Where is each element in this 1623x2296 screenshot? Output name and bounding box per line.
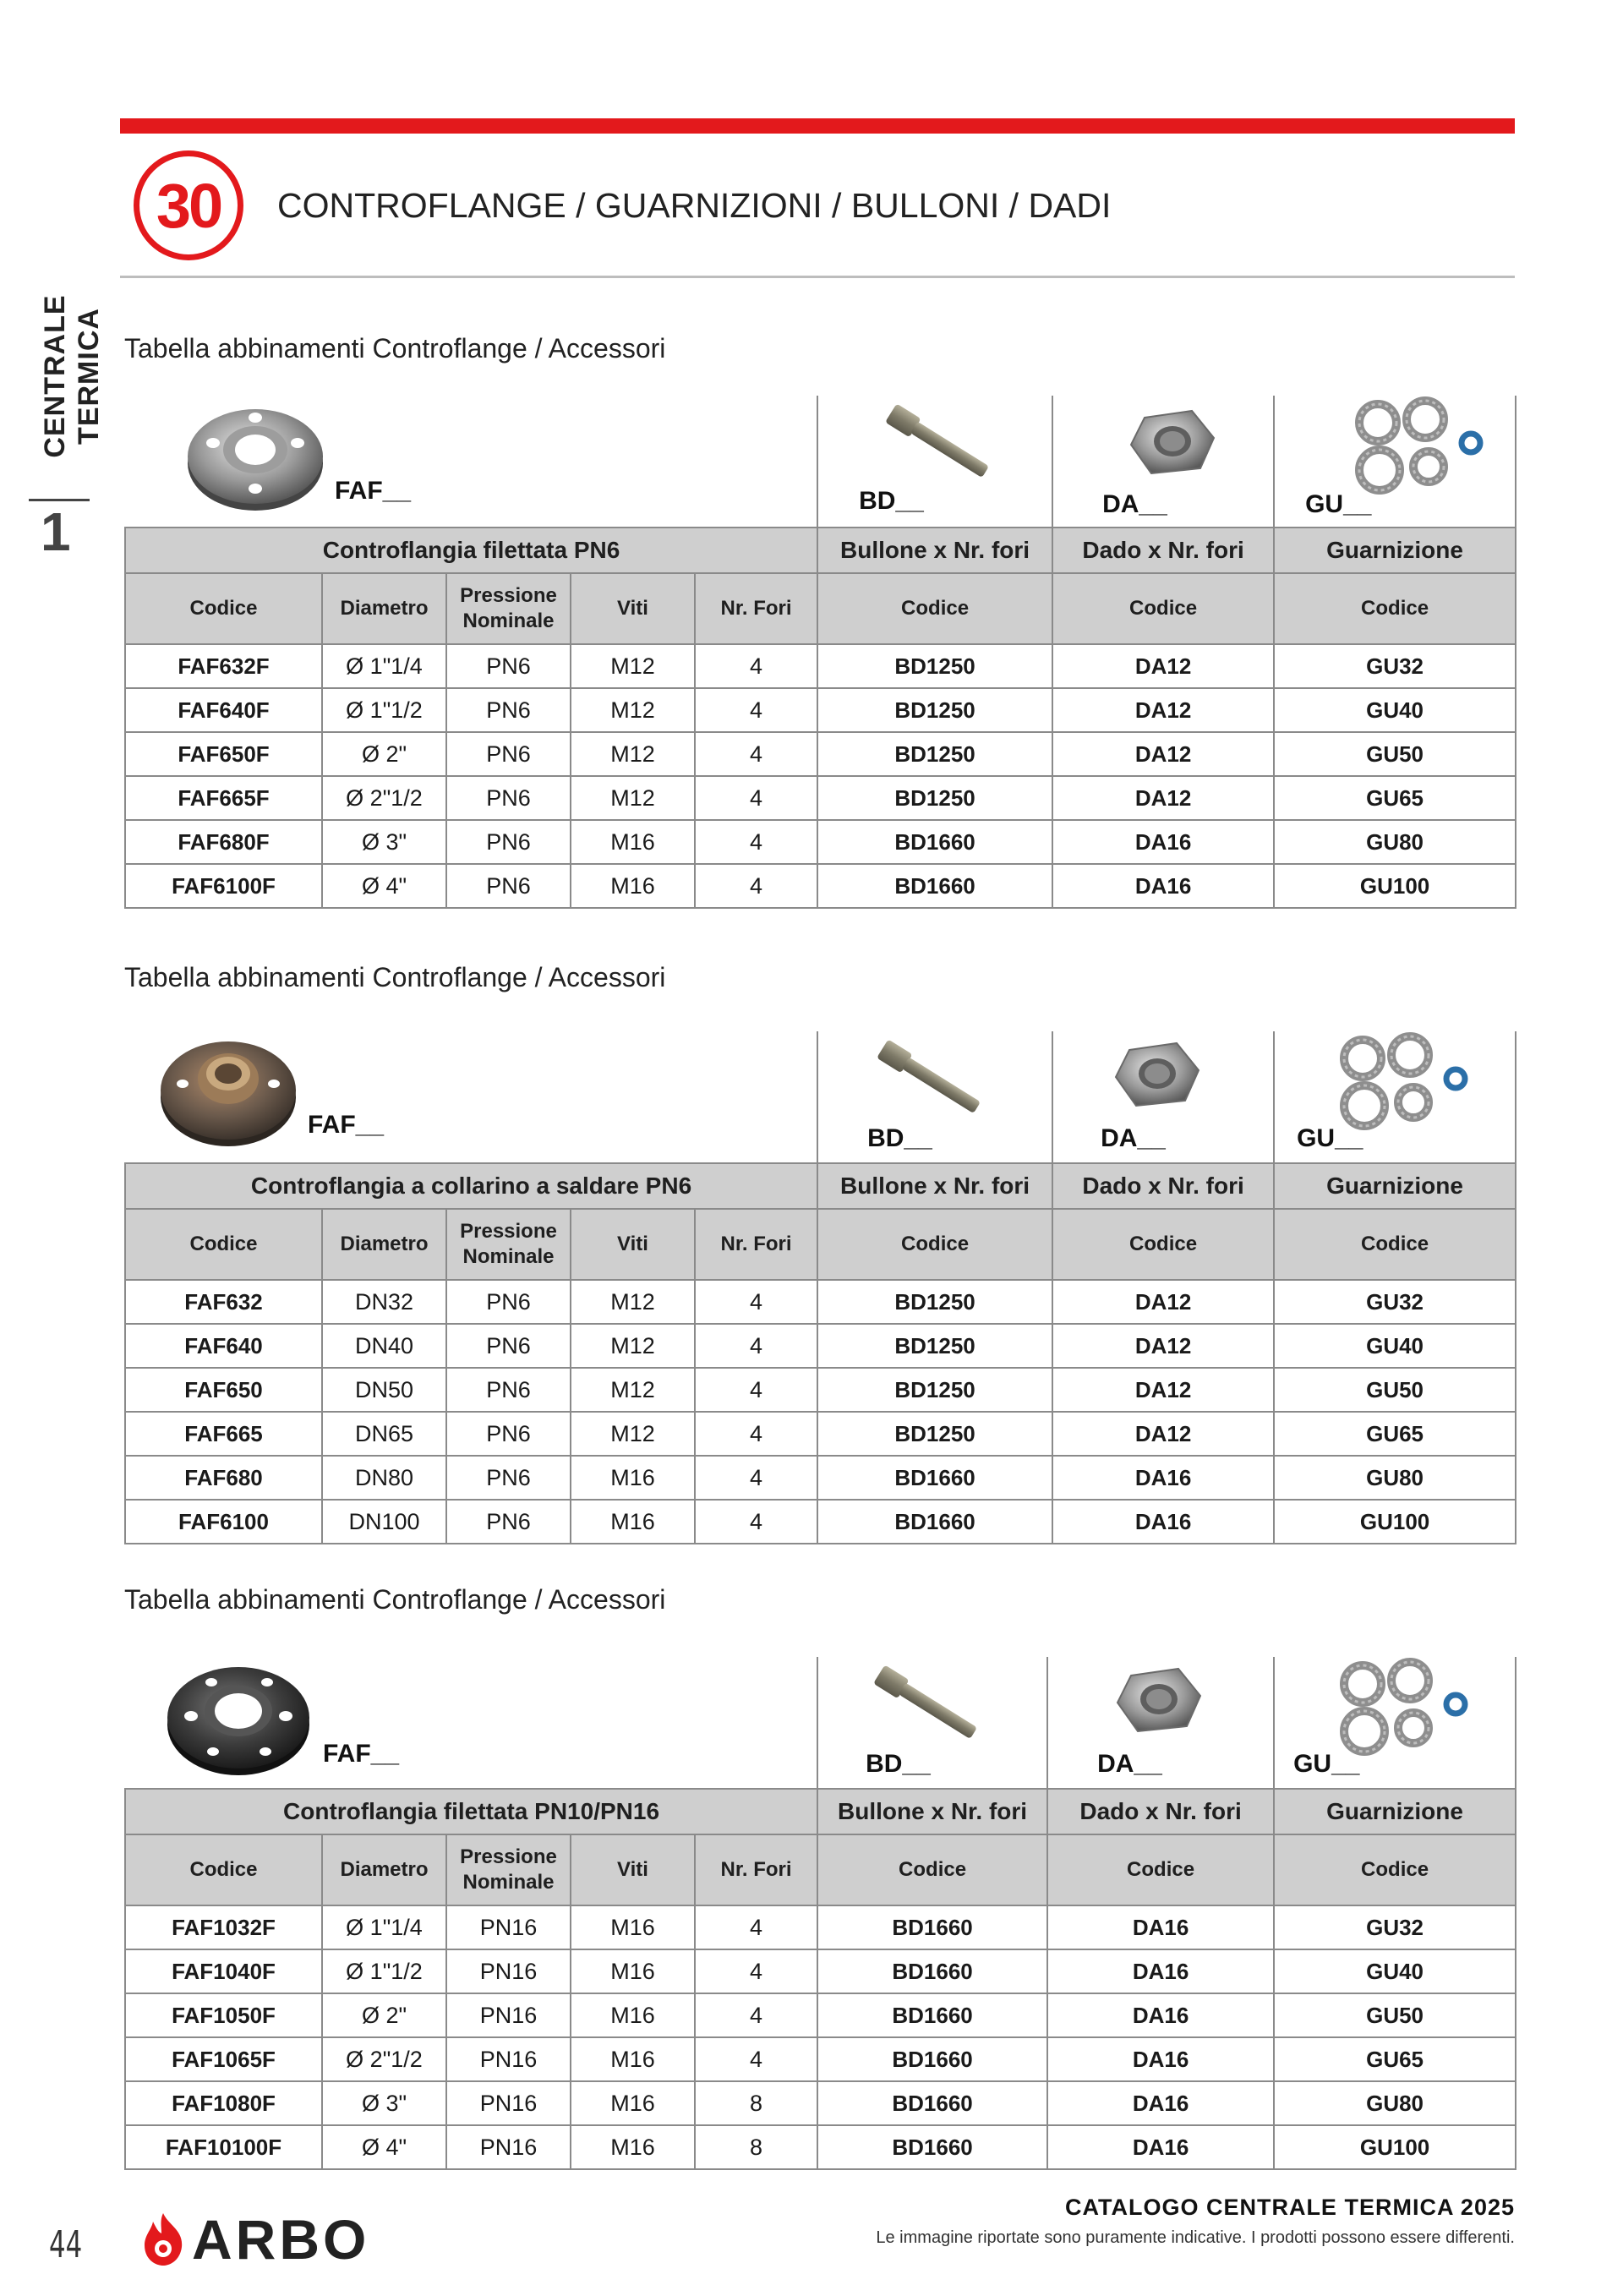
cell-fori: 4: [695, 1456, 817, 1500]
cell-pressione: PN16: [446, 1949, 571, 1993]
page-title: CONTROFLANGE / GUARNIZIONI / BULLONI / DADI: [277, 186, 1112, 225]
cell-codice: FAF650: [125, 1368, 322, 1412]
cell-viti: M16: [571, 2037, 695, 2081]
cell-codice: FAF665F: [125, 776, 322, 820]
flange-image: [162, 1657, 314, 1780]
section-badge-number: 30: [156, 170, 221, 241]
cell-da: DA12: [1052, 776, 1274, 820]
cell-fori: 4: [695, 688, 817, 732]
brand-name: ARBO: [192, 2208, 370, 2271]
cell-fori: 4: [695, 2037, 817, 2081]
sidebar-label: CENTRALE TERMICA: [39, 294, 105, 458]
flange-image: [183, 399, 328, 516]
cell-diametro: Ø 2"1/2: [322, 776, 446, 820]
sidebar-section-tab: [34, 190, 105, 571]
cell-viti: M16: [571, 1500, 695, 1544]
section-header-row: [125, 528, 1516, 573]
col-gu-codice: Codice: [1274, 573, 1516, 644]
gasket-image: [1327, 1031, 1496, 1133]
cell-diametro: DN40: [322, 1324, 446, 1368]
cell-pressione: PN16: [446, 1905, 571, 1949]
gasket-header: Guarnizione: [1274, 1163, 1516, 1209]
cell-codice: FAF1080F: [125, 2081, 322, 2125]
cell-diametro: Ø 1"1/2: [322, 688, 446, 732]
cell-fori: 4: [695, 1993, 817, 2037]
cell-pressione: PN6: [446, 1500, 571, 1544]
cell-viti: M12: [571, 1324, 695, 1368]
table-row: [125, 1905, 1516, 1949]
cell-viti: M12: [571, 644, 695, 688]
col-gu-codice: Codice: [1274, 1209, 1516, 1280]
cell-pressione: PN6: [446, 1412, 571, 1456]
cell-bd: BD1660: [817, 1949, 1047, 1993]
cell-viti: M12: [571, 776, 695, 820]
table-row: [125, 688, 1516, 732]
nut-header: Dado x Nr. fori: [1047, 1789, 1274, 1834]
table-row: [125, 2081, 1516, 2125]
cell-bd: BD1250: [817, 1324, 1052, 1368]
cell-diametro: Ø 4": [322, 2125, 446, 2169]
bolt-code-label: BD__: [866, 1750, 931, 1778]
cell-pressione: PN6: [446, 1368, 571, 1412]
gasket-code-label: GU__: [1297, 1124, 1363, 1152]
cell-fori: 4: [695, 732, 817, 776]
cell-fori: 8: [695, 2081, 817, 2125]
cell-codice: FAF680: [125, 1456, 322, 1500]
cell-diametro: Ø 3": [322, 820, 446, 864]
cell-pressione: PN16: [446, 2037, 571, 2081]
pairing-table-3: [124, 1657, 1516, 2170]
nut-header: Dado x Nr. fori: [1052, 1163, 1274, 1209]
table-row: [125, 1949, 1516, 1993]
cell-gu: GU100: [1274, 1500, 1516, 1544]
nut-code-label: DA__: [1102, 490, 1167, 518]
cell-gu: GU80: [1274, 1456, 1516, 1500]
table-row: [125, 644, 1516, 688]
cell-gu: GU65: [1274, 1412, 1516, 1456]
cell-fori: 4: [695, 1500, 817, 1544]
cell-bd: BD1250: [817, 644, 1052, 688]
table-row: [125, 2125, 1516, 2169]
cell-pressione: PN6: [446, 864, 571, 908]
image-row: [125, 396, 1516, 528]
table-row: [125, 1500, 1516, 1544]
cell-pressione: PN6: [446, 732, 571, 776]
cell-codice: FAF632F: [125, 644, 322, 688]
cell-viti: M16: [571, 2081, 695, 2125]
nut-header: Dado x Nr. fori: [1052, 528, 1274, 573]
cell-fori: 4: [695, 1949, 817, 1993]
cell-da: DA12: [1052, 1368, 1274, 1412]
bolt-header: Bullone x Nr. fori: [817, 1789, 1047, 1834]
col-pressione: Pressione Nominale: [446, 1834, 571, 1905]
cell-bd: BD1660: [817, 2037, 1047, 2081]
col-viti: Viti: [571, 573, 695, 644]
flange-code-label: FAF__: [308, 1111, 385, 1139]
gasket-code-label: GU__: [1293, 1750, 1360, 1778]
top-accent-bar: [120, 118, 1515, 134]
cell-da: DA16: [1052, 1500, 1274, 1544]
bolt-code-label: BD__: [867, 1124, 932, 1152]
cell-pressione: PN6: [446, 776, 571, 820]
cell-diametro: DN50: [322, 1368, 446, 1412]
catalog-title: CATALOGO CENTRALE TERMICA 2025: [1064, 2195, 1515, 2220]
cell-codice: FAF1040F: [125, 1949, 322, 1993]
cell-pressione: PN6: [446, 644, 571, 688]
table-row: [125, 1993, 1516, 2037]
cell-gu: GU50: [1274, 1368, 1516, 1412]
gasket-header: Guarnizione: [1274, 528, 1516, 573]
cell-codice: FAF650F: [125, 732, 322, 776]
product-title: Controflangia filettata PN10/PN16: [125, 1789, 817, 1834]
cell-da: DA16: [1052, 820, 1274, 864]
title-divider: [120, 276, 1515, 278]
cell-fori: 4: [695, 820, 817, 864]
cell-diametro: Ø 4": [322, 864, 446, 908]
table-caption: Tabella abbinamenti Controflange / Accessori: [124, 333, 666, 364]
gasket-image: [1327, 1657, 1496, 1758]
cell-gu: GU80: [1274, 2081, 1516, 2125]
cell-bd: BD1250: [817, 1280, 1052, 1324]
cell-codice: FAF640F: [125, 688, 322, 732]
cell-bd: BD1250: [817, 688, 1052, 732]
cell-bd: BD1250: [817, 1412, 1052, 1456]
cell-bd: BD1660: [817, 820, 1052, 864]
col-viti: Viti: [571, 1209, 695, 1280]
gasket-image: [1342, 396, 1511, 497]
col-gu-codice: Codice: [1274, 1834, 1516, 1905]
table-row: [125, 2037, 1516, 2081]
bolt-header: Bullone x Nr. fori: [817, 1163, 1052, 1209]
cell-bd: BD1250: [817, 776, 1052, 820]
cell-da: DA16: [1047, 2125, 1274, 2169]
cell-gu: GU40: [1274, 688, 1516, 732]
col-fori: Nr. Fori: [695, 1209, 817, 1280]
nut-image: [1126, 402, 1219, 478]
cell-bd: BD1250: [817, 1368, 1052, 1412]
cell-pressione: PN6: [446, 1324, 571, 1368]
cell-bd: BD1660: [817, 1456, 1052, 1500]
section-badge: [134, 150, 243, 260]
section-header-row: [125, 1789, 1516, 1834]
col-diametro: Diametro: [322, 573, 446, 644]
gasket-header: Guarnizione: [1274, 1789, 1516, 1834]
col-fori: Nr. Fori: [695, 573, 817, 644]
cell-diametro: Ø 1"1/2: [322, 1949, 446, 1993]
cell-da: DA12: [1052, 688, 1274, 732]
column-header-row: [125, 1834, 1516, 1905]
cell-viti: M12: [571, 1412, 695, 1456]
table-caption: Tabella abbinamenti Controflange / Accessori: [124, 962, 666, 992]
cell-da: DA12: [1052, 1412, 1274, 1456]
cell-diametro: Ø 2": [322, 1993, 446, 2037]
bolt-image: [877, 401, 996, 477]
product-title: Controflangia a collarino a saldare PN6: [125, 1163, 817, 1209]
cell-pressione: PN6: [446, 688, 571, 732]
cell-viti: M16: [571, 1456, 695, 1500]
cell-pressione: PN6: [446, 820, 571, 864]
cell-da: DA12: [1052, 1324, 1274, 1368]
bolt-header: Bullone x Nr. fori: [817, 528, 1052, 573]
gasket-code-label: GU__: [1305, 490, 1372, 518]
cell-fori: 4: [695, 776, 817, 820]
cell-pressione: PN16: [446, 2081, 571, 2125]
cell-diametro: Ø 1"1/4: [322, 1905, 446, 1949]
cell-da: DA16: [1052, 864, 1274, 908]
cell-pressione: PN6: [446, 1280, 571, 1324]
cell-gu: GU32: [1274, 1280, 1516, 1324]
cell-codice: FAF1032F: [125, 1905, 322, 1949]
cell-da: DA16: [1047, 1949, 1274, 1993]
col-da-codice: Codice: [1047, 1834, 1274, 1905]
cell-fori: 4: [695, 1905, 817, 1949]
cell-viti: M12: [571, 688, 695, 732]
col-bd-codice: Codice: [817, 1834, 1047, 1905]
disclaimer-note: Le immagine riportate sono puramente indicative. I prodotti possono essere differenti.: [876, 2228, 1515, 2247]
cell-fori: 4: [695, 864, 817, 908]
page-number: 44: [49, 2223, 83, 2266]
cell-bd: BD1250: [817, 732, 1052, 776]
cell-viti: M16: [571, 2125, 695, 2169]
cell-fori: 8: [695, 2125, 817, 2169]
cell-gu: GU65: [1274, 2037, 1516, 2081]
cell-codice: FAF1050F: [125, 1993, 322, 2037]
flange-code-label: FAF__: [323, 1740, 400, 1768]
cell-viti: M16: [571, 1905, 695, 1949]
table-row: [125, 732, 1516, 776]
nut-image: [1111, 1035, 1204, 1111]
table-row: [125, 1412, 1516, 1456]
table-caption: Tabella abbinamenti Controflange / Accessori: [124, 1584, 666, 1615]
cell-viti: M12: [571, 1368, 695, 1412]
cell-codice: FAF6100: [125, 1500, 322, 1544]
cell-codice: FAF1065F: [125, 2037, 322, 2081]
cell-gu: GU100: [1274, 864, 1516, 908]
cell-da: DA16: [1047, 2037, 1274, 2081]
table-row: [125, 820, 1516, 864]
cell-diametro: DN100: [322, 1500, 446, 1544]
nut-code-label: DA__: [1101, 1124, 1166, 1152]
cell-fori: 4: [695, 1368, 817, 1412]
cell-da: DA16: [1052, 1456, 1274, 1500]
col-viti: Viti: [571, 1834, 695, 1905]
cell-viti: M12: [571, 732, 695, 776]
cell-pressione: PN16: [446, 1993, 571, 2037]
cell-gu: GU50: [1274, 1993, 1516, 2037]
table-row: [125, 1280, 1516, 1324]
col-fori: Nr. Fori: [695, 1834, 817, 1905]
cell-da: DA12: [1052, 1280, 1274, 1324]
cell-da: DA16: [1047, 1905, 1274, 1949]
col-da-codice: Codice: [1052, 1209, 1274, 1280]
cell-diametro: DN65: [322, 1412, 446, 1456]
cell-codice: FAF10100F: [125, 2125, 322, 2169]
sidebar-number: 1: [41, 501, 71, 562]
cell-fori: 4: [695, 1280, 817, 1324]
image-row: [125, 1657, 1516, 1789]
col-da-codice: Codice: [1052, 573, 1274, 644]
cell-bd: BD1660: [817, 1905, 1047, 1949]
cell-da: DA16: [1047, 1993, 1274, 2037]
cell-gu: GU32: [1274, 644, 1516, 688]
cell-gu: GU100: [1274, 2125, 1516, 2169]
image-row: [125, 1031, 1516, 1163]
cell-codice: FAF640: [125, 1324, 322, 1368]
cell-bd: BD1660: [817, 1993, 1047, 2037]
pairing-table-2: [124, 1031, 1516, 1544]
cell-diametro: DN32: [322, 1280, 446, 1324]
col-pressione: Pressione Nominale: [446, 573, 571, 644]
col-diametro: Diametro: [322, 1834, 446, 1905]
nut-image: [1112, 1660, 1205, 1736]
flame-icon: [139, 2211, 187, 2267]
col-codice: Codice: [125, 1834, 322, 1905]
col-codice: Codice: [125, 573, 322, 644]
col-diametro: Diametro: [322, 1209, 446, 1280]
cell-gu: GU50: [1274, 732, 1516, 776]
cell-fori: 4: [695, 644, 817, 688]
flange-image: [156, 1031, 301, 1150]
cell-bd: BD1660: [817, 1500, 1052, 1544]
column-header-row: [125, 1209, 1516, 1280]
cell-pressione: PN6: [446, 1456, 571, 1500]
cell-gu: GU40: [1274, 1949, 1516, 1993]
cell-fori: 4: [695, 1412, 817, 1456]
cell-diametro: Ø 1"1/4: [322, 644, 446, 688]
table-row: [125, 1368, 1516, 1412]
col-codice: Codice: [125, 1209, 322, 1280]
section-header-row: [125, 1163, 1516, 1209]
cell-codice: FAF665: [125, 1412, 322, 1456]
cell-codice: FAF680F: [125, 820, 322, 864]
bolt-code-label: BD__: [859, 487, 924, 515]
bolt-image: [866, 1662, 984, 1738]
col-pressione: Pressione Nominale: [446, 1209, 571, 1280]
cell-fori: 4: [695, 1324, 817, 1368]
cell-bd: BD1660: [817, 2081, 1047, 2125]
cell-viti: M16: [571, 1949, 695, 1993]
cell-bd: BD1660: [817, 2125, 1047, 2169]
cell-viti: M12: [571, 1280, 695, 1324]
product-title: Controflangia filettata PN6: [125, 528, 817, 573]
table-row: [125, 1456, 1516, 1500]
col-bd-codice: Codice: [817, 573, 1052, 644]
cell-diametro: DN80: [322, 1456, 446, 1500]
cell-da: DA16: [1047, 2081, 1274, 2125]
brand-logo: [139, 2208, 370, 2271]
cell-gu: GU65: [1274, 776, 1516, 820]
cell-gu: GU80: [1274, 820, 1516, 864]
table-row: [125, 1324, 1516, 1368]
bolt-image: [869, 1036, 987, 1112]
cell-da: DA12: [1052, 644, 1274, 688]
cell-diametro: Ø 3": [322, 2081, 446, 2125]
cell-diametro: Ø 2": [322, 732, 446, 776]
cell-da: DA12: [1052, 732, 1274, 776]
cell-codice: FAF632: [125, 1280, 322, 1324]
cell-diametro: Ø 2"1/2: [322, 2037, 446, 2081]
cell-pressione: PN16: [446, 2125, 571, 2169]
cell-viti: M16: [571, 1993, 695, 2037]
cell-gu: GU32: [1274, 1905, 1516, 1949]
table-row: [125, 864, 1516, 908]
flange-code-label: FAF__: [335, 477, 412, 505]
col-bd-codice: Codice: [817, 1209, 1052, 1280]
nut-code-label: DA__: [1097, 1750, 1162, 1778]
cell-gu: GU40: [1274, 1324, 1516, 1368]
cell-codice: FAF6100F: [125, 864, 322, 908]
table-row: [125, 776, 1516, 820]
column-header-row: [125, 573, 1516, 644]
cell-viti: M16: [571, 820, 695, 864]
pairing-table-1: [124, 396, 1516, 909]
cell-bd: BD1660: [817, 864, 1052, 908]
cell-viti: M16: [571, 864, 695, 908]
